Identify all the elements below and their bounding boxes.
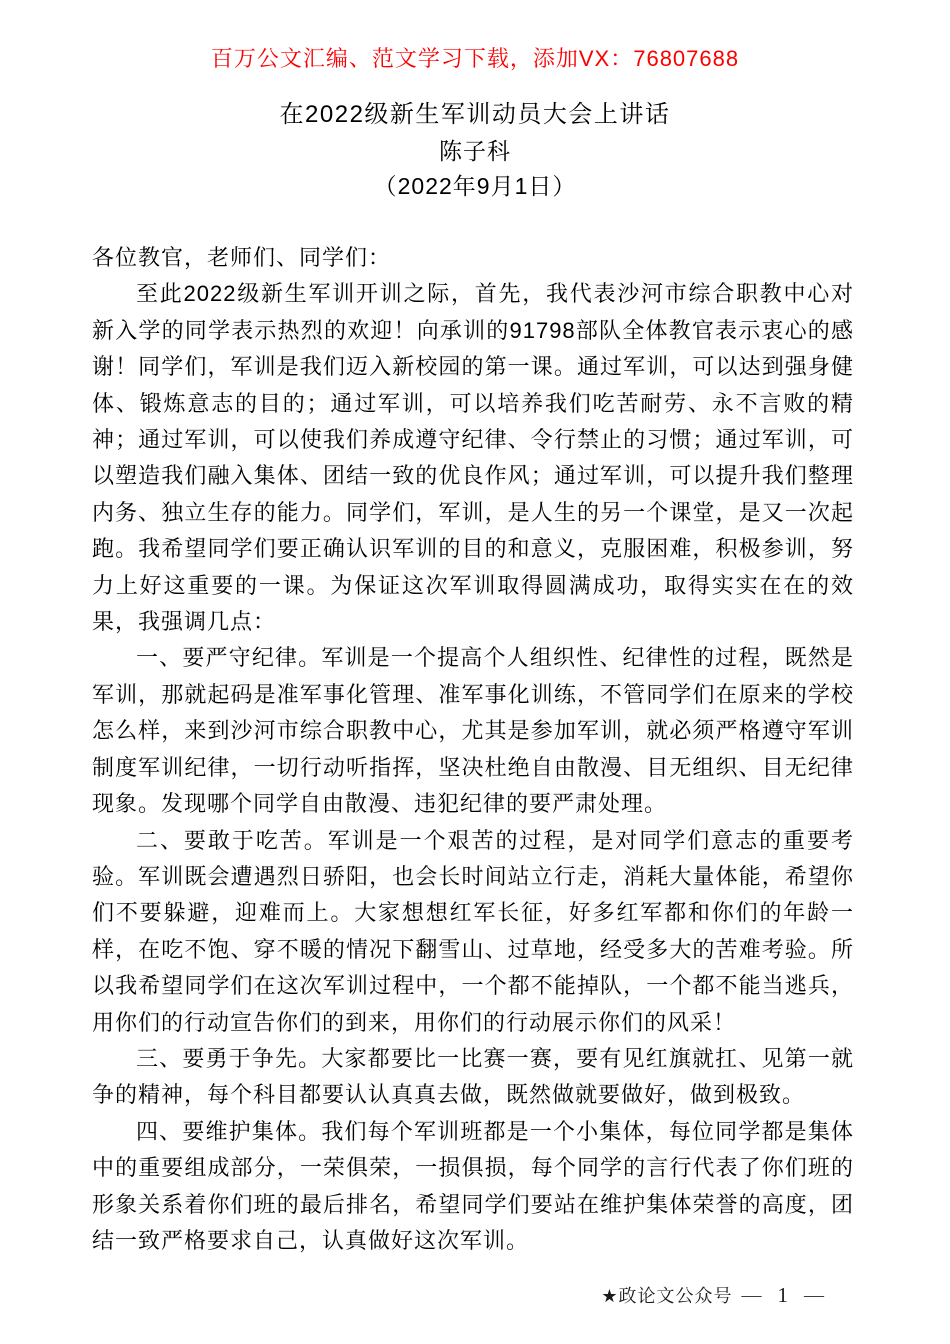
page-number: 1 [777,1282,789,1307]
document-body [92,240,854,1259]
body-paragraph: 四、要维护集体。我们每个军训班都是一个小集体，每位同学都是集体中的重要组成部分，一荣俱荣，一损俱损，每个同学的言行代表了你们班的形象关系着你们班的最后排名，希望同学们要站在维护集体荣誉的高度，团结一致严格要求自己，认真做好这次军训。 [92,1118,854,1253]
page-footer [601,1282,834,1308]
document-title: 在2022级新生军训动员大会上讲话 [279,101,671,128]
body-paragraph: 至此2022级新生军训开训之际，首先，我代表沙河市综合职教中心对新入学的同学表示热烈的欢迎！向承训的91798部队全体教官表示衷心的感谢！同学们，军训是我们迈入新校园的第一课。通过军训，可以达到强身健体、锻炼意志的目的；通过军训，可以培养我们吃苦耐劳、永不言败的精神；通过军训，可以使我们养成遵守纪律、令行禁止的习惯；通过军训，可以塑造我们融入集体、团结一致的优良作风；通过军训，可以提升我们整理内务、独立生存的能力。同学们，军训，是人生的另一个课堂，是又一次起跑。我希望同学们要正确认识军训的目的和意义，克服困难，积极参训，努力上好这重要的一课。为保证这次军训取得圆满成功，取得实实在在的效果，我强调几点： [92,281,854,635]
body-paragraph: 三、要勇于争先。大家都要比一比赛一赛，要有见红旗就扛、见第一就争的精神，每个科目都要认认真真去做，既然做就要做好，做到极致。 [92,1045,854,1108]
watermark-notice: 百万公文汇编、范文学习下载，添加VX：76807688 [210,46,740,71]
salutation-paragraph: 各位教官，老师们、同学们： [92,245,392,270]
page-number-dash-left: — [741,1283,763,1306]
speech-date: （2022年9月1日） [373,173,577,199]
body-paragraph: 二、要敢于吃苦。军训是一个艰苦的过程，是对同学们意志的重要考验。军训既会遭遇烈日骄阳，也会长时间站立行走，消耗大量体能，希望你们不要躲避，迎难而上。大家想想红军长征，好多红军都和你们的年龄一样，在吃不饱、穿不暖的情况下翻雪山、过草地，经受多大的苦难考验。所以我希望同学们在这次军训过程中，一个都不能掉队，一个都不能当逃兵，用你们的行动宣告你们的到来，用你们的行动展示你们的风采！ [92,827,854,1035]
footer-brand: ★政论文公众号 [601,1286,733,1306]
page-number-dash-right: — [804,1283,825,1306]
author-name: 陈子科 [439,138,511,164]
body-paragraph: 一、要严守纪律。军训是一个提高个人组织性、纪律性的过程，既然是军训，那就起码是准军事化管理、准军事化训练，不管同学们在原来的学校怎么样，来到沙河市综合职教中心，尤其是参加军训，就必须严格遵守军训制度军训纪律，一切行动听指挥，坚决杜绝自由散漫、目无组织、目无纪律现象。发现哪个同学自由散漫、违犯纪律的要严肃处理。 [92,645,854,817]
